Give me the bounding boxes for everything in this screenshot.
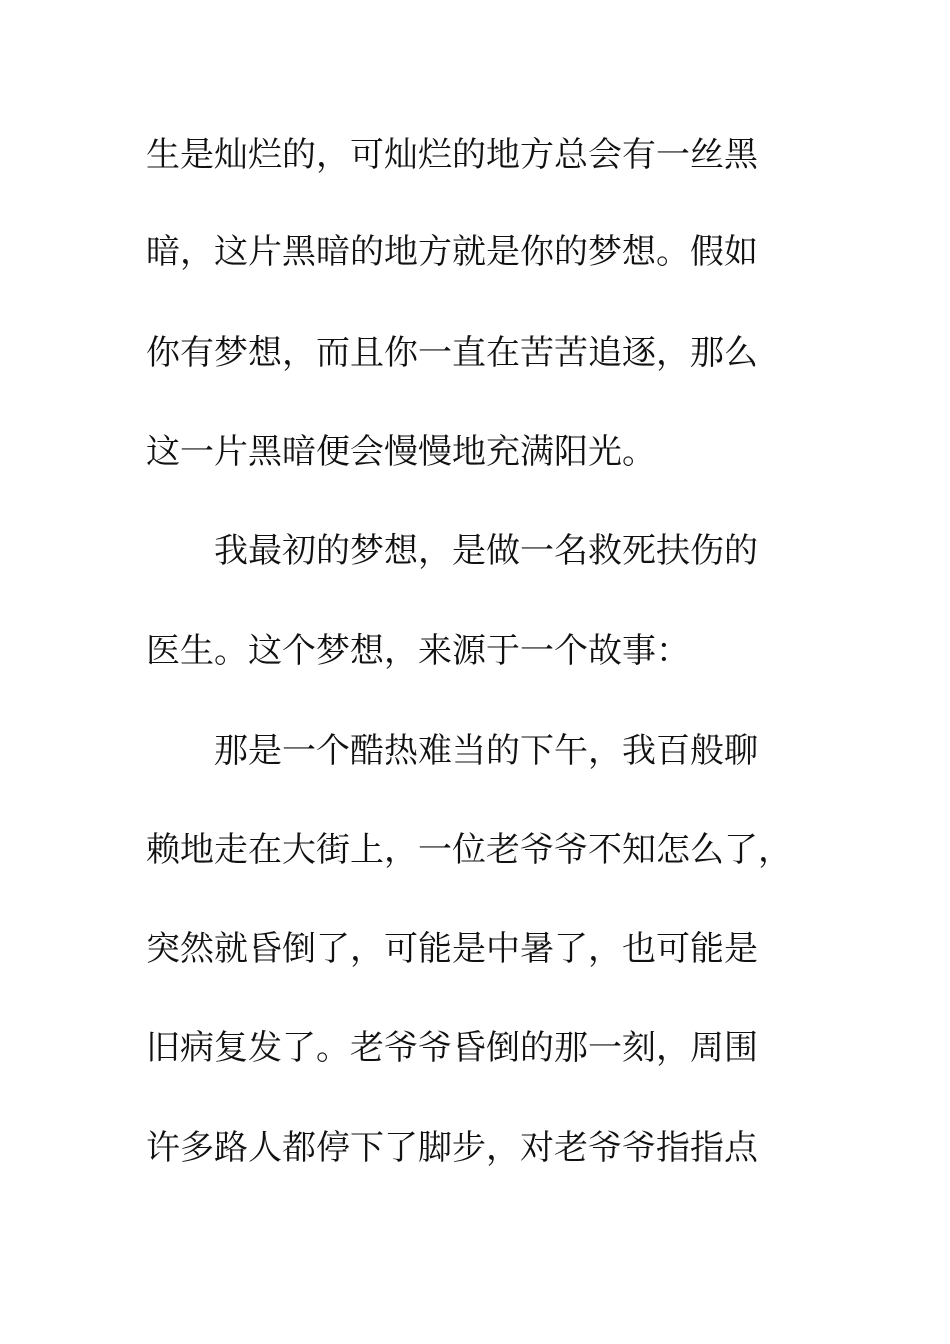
text-line: 许多路人都停下了脚步，对老爷爷指指点 [146, 1128, 758, 1168]
text-line: 突然就昏倒了，可能是中暑了，也可能是 [146, 929, 758, 969]
text-line: 生是灿烂的，可灿烂的地方总会有一丝黑 [146, 135, 758, 175]
text-line: 这一片黑暗便会慢慢地充满阳光。 [146, 432, 656, 472]
paragraph-first-line: 那是一个酷热难当的下午，我百般聊 [214, 731, 758, 771]
text-line: 赖地走在大街上，一位老爷爷不知怎么了， [146, 830, 792, 870]
text-line: 你有梦想，而且你一直在苦苦追逐，那么 [146, 333, 758, 373]
text-line: 暗，这片黑暗的地方就是你的梦想。假如 [146, 232, 758, 272]
paragraph-first-line: 我最初的梦想，是做一名救死扶伤的 [214, 531, 758, 571]
text-line: 旧病复发了。老爷爷昏倒的那一刻，周围 [146, 1028, 758, 1068]
text-line: 医生。这个梦想，来源于一个故事： [146, 631, 690, 671]
